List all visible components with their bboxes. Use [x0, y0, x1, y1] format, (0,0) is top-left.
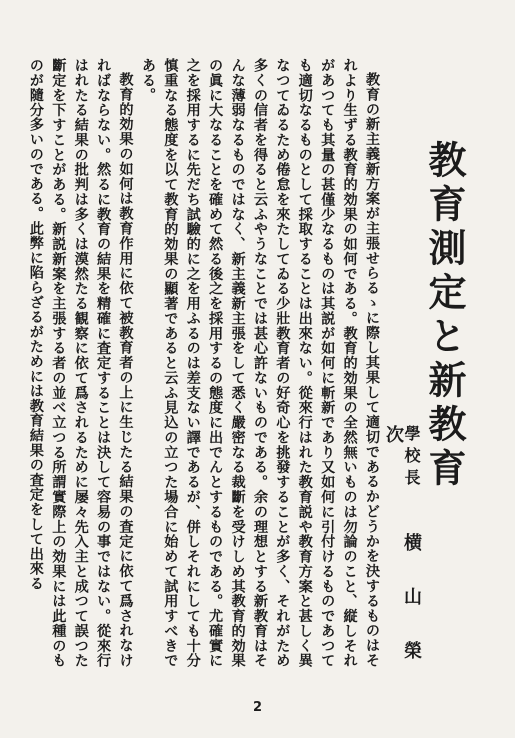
article-body [27, 58, 383, 668]
page-number: 2 [252, 700, 263, 715]
author-block [384, 425, 420, 705]
body-paragraph: 教育の新主義新方案が主張せらるゝに際し其果して適切であるかどうかを決するものはそれより生ずる教育的効果の如何である。教育的効果の全然無いものは勿論のこと、縦しそれがあつても其量の甚僅少なるものは其説が如何に斬新であり又如何に引付けるものであつても適切なるものとして採取することは出來ない。從來行はれた教育説や教育方案と甚しく異なつてゐるため倦怠を來たしてゐる少壯教育者の好奇心を挑發することが多く、それがため多くの信者を得ると云ふやうなことでは甚心許ないものである。余の理想とする新教育はそんな薄弱なるものではなく、新主義新主張をして悉く嚴密なる裁斷を受けしめ其教育的効果の眞に大なることを確めて然る後之を採用するの態度に出でんとするものである。尤確實に之を採用するに先だち試驗的に之を用ふるのは差支ない譯であるが、併しそれにしても十分慎重なる態度を以て教育的効果の顯著であると云ふ見込の立つた場合に始めて試用すべきである。 [139, 58, 380, 668]
body-paragraph: 教育的効果の如何は教育作用に依て被教育者の上に生じたる結果の査定に依て爲されなければならない。然るに教育の結果を精確に査定することは決して容易の事ではない。從來行はれたる結果の批判は多くは漠然たる観察に依て爲されるために屡々先入主と成つて誤つた斷定を下すことがある。新説新案を主張する者の並べ立つる所謂實際上の効果には此種のものが隨分多いのである。此弊に陷らざるがためには教育結果の査定をして出來る [27, 58, 134, 668]
author-role: 學校長 [402, 425, 421, 491]
article-title: 教育測定と新教育 [422, 140, 467, 492]
author-name: 横山榮次 [383, 425, 422, 696]
